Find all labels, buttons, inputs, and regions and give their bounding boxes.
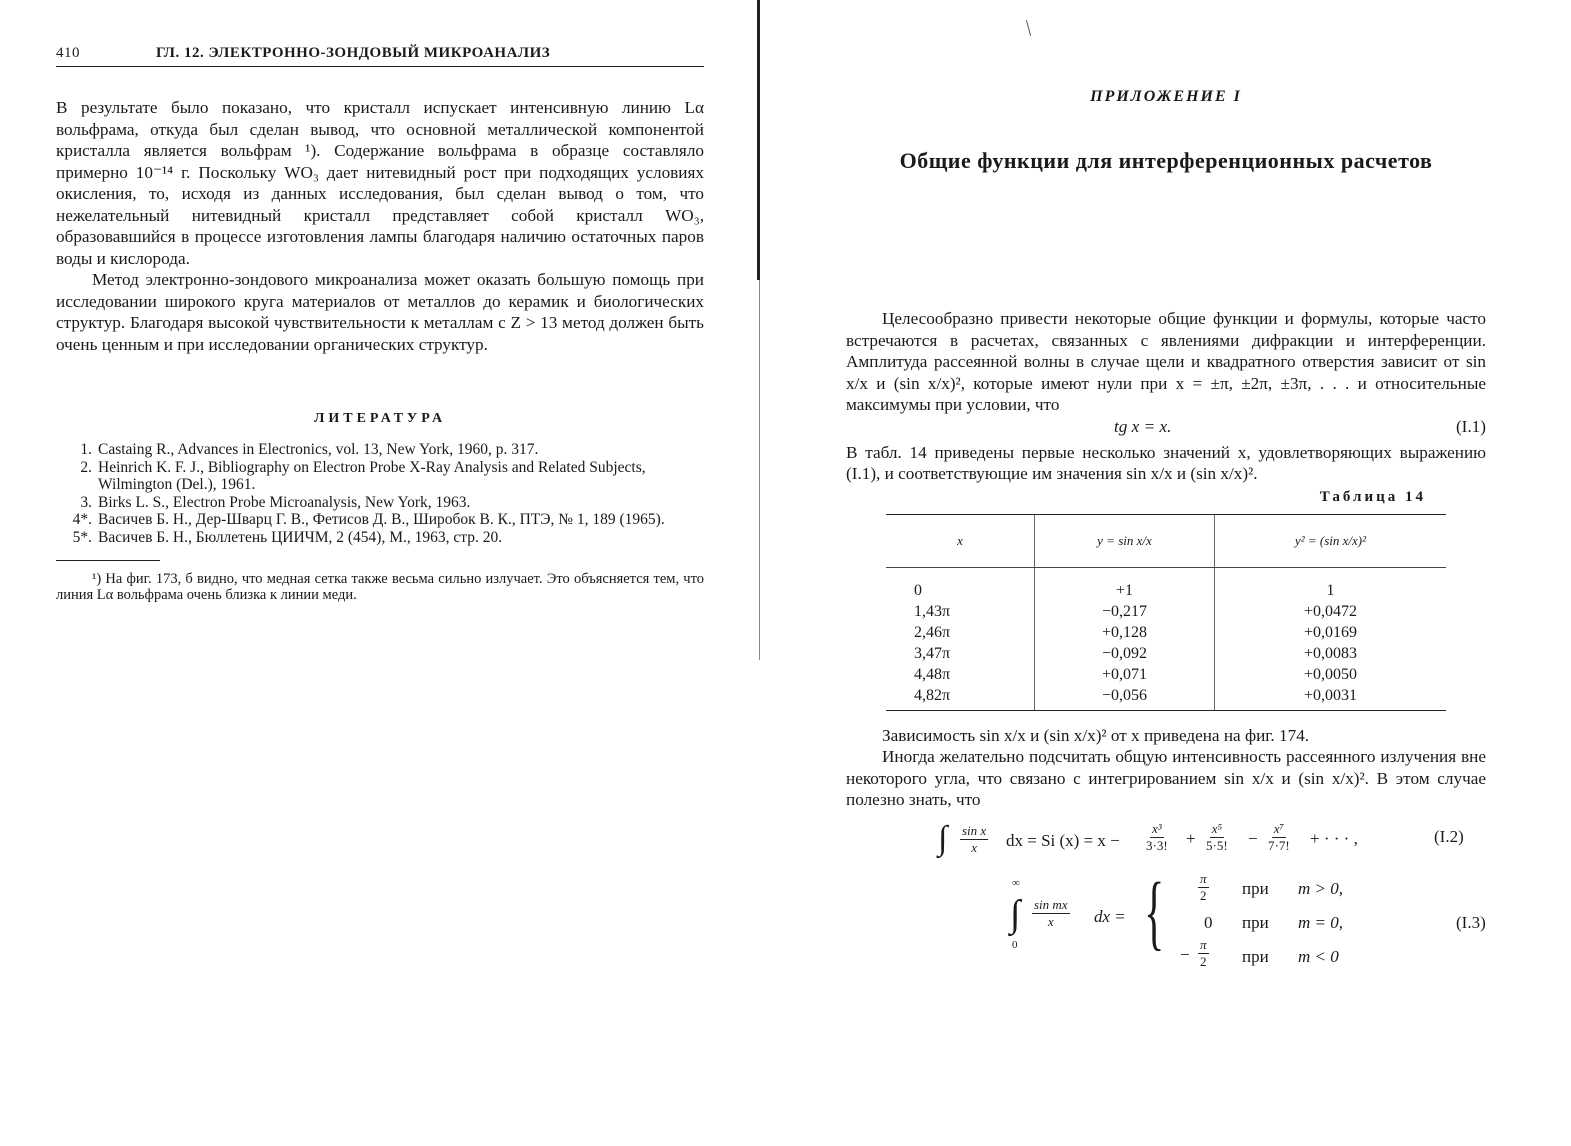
- equation-2: [846, 817, 1486, 867]
- case-word: при: [1242, 912, 1269, 932]
- equation-1-formula: tg x = x.: [1114, 416, 1172, 436]
- footnote-rule: [56, 560, 160, 561]
- fraction-numerator: π: [1200, 936, 1207, 952]
- reference-text: Birks L. S., Electron Probe Microanalysis, New York, 1963.: [98, 493, 471, 511]
- table-header-cell: x: [886, 514, 1035, 567]
- fraction: [1266, 821, 1292, 854]
- equation-2-label: (I.2): [1434, 826, 1464, 846]
- paragraph: Целесообразно привести некоторые общие функции и формулы, которые часто встречаются в расчетах, связанных с явлениями дифракции и интерференции. Амплитуда рассеянной волны в случае щели и квадратного отверстия зависит от sin x/x и (sin x/x)², которые имеют нули при x = ±π, ±2π, ±3π, . . . и относительные максимумы при условии, что: [846, 309, 1486, 414]
- appendix-title: [846, 144, 1486, 178]
- equation-3-middle: dx =: [1094, 906, 1126, 926]
- integral-sign: ∫: [938, 819, 948, 857]
- fraction: [960, 823, 988, 856]
- equation-2-tail: + · · · ,: [1310, 828, 1358, 848]
- table-header-row: [886, 514, 1446, 567]
- paragraph: В табл. 14 приведены первые несколько значений x, удовлетворяющих выражению (I.1), и соответствующие им значения sin x/x и (sin x/x)².: [846, 442, 1486, 483]
- table-row: [886, 601, 1446, 622]
- table-cell: −0,056: [1035, 685, 1215, 711]
- references-list: [56, 441, 704, 546]
- reference-number: 2.: [80, 458, 92, 476]
- scan-mark: [1026, 20, 1031, 36]
- table-cell: +0,0472: [1214, 601, 1446, 622]
- references-heading: ЛИТЕРАТУРА: [313, 411, 447, 426]
- table-cell: −0,092: [1035, 643, 1215, 664]
- reference-item: [56, 511, 704, 529]
- reference-text: Castaing R., Advances in Electronics, vol. 13, New York, 1960, p. 317.: [98, 441, 539, 458]
- equation-3: [846, 865, 1486, 975]
- reference-item: [56, 529, 704, 547]
- table-cell: 4,82π: [886, 685, 1035, 711]
- fraction: [1204, 821, 1230, 854]
- paragraph: Зависимость sin x/x и (sin x/x)² от x приведена на фиг. 174.: [882, 725, 1310, 745]
- reference-number: 5*.: [72, 528, 92, 546]
- case-word: при: [1242, 878, 1269, 898]
- spine-shadow-faint: [759, 280, 760, 660]
- reference-number: 4*.: [72, 511, 92, 528]
- running-title: ГЛ. 12. ЭЛЕКТРОННО-ЗОНДОВЫЙ МИКРОАНАЛИЗ: [156, 45, 551, 61]
- equation-3-label: (I.3): [1456, 912, 1486, 932]
- fraction-denominator: 7·7!: [1268, 837, 1290, 853]
- paragraph: Иногда желательно подсчитать общую интенсивность рассеянного излучения вне некоторого угла, что связано с интегрированием sin x/x и (sin x/x)². В этом случае полезно знать, что: [846, 747, 1486, 809]
- table-row: [886, 567, 1446, 601]
- table-row: [886, 685, 1446, 711]
- appendix-label: ПРИЛОЖЕНИЕ I: [1090, 88, 1242, 105]
- table-cell: +1: [1035, 567, 1215, 601]
- fraction-numerator: x⁵: [1211, 820, 1222, 836]
- table-header-cell: y² = (sin x/x)²: [1214, 514, 1446, 567]
- equation-1: [846, 416, 1486, 438]
- fraction-denominator: 2: [1200, 953, 1207, 969]
- fraction-numerator: sin mx: [1034, 896, 1068, 912]
- right-page: [846, 80, 1486, 975]
- fraction-denominator: x: [971, 839, 977, 855]
- fraction-denominator: 2: [1200, 887, 1207, 903]
- table-cell: +0,128: [1035, 622, 1215, 643]
- equation-1-label: (I.1): [1455, 416, 1486, 436]
- case-condition: m > 0,: [1298, 878, 1343, 898]
- table-cell: 0: [914, 581, 922, 599]
- reference-item: [56, 459, 704, 494]
- case-brace: {: [1144, 865, 1165, 959]
- reference-text: Васичев Б. Н., Бюллетень ЦИИЧМ, 2 (454), М., 1963, стр. 20.: [98, 528, 503, 546]
- table-cell: +0,0031: [1214, 685, 1446, 711]
- reference-item: [56, 441, 704, 459]
- fraction: [1198, 937, 1209, 970]
- case-value: 0: [1204, 912, 1213, 932]
- table-row: [886, 622, 1446, 643]
- paragraph: Метод электронно-зондового микроанализа может оказать большую помощь при исследовании широкого круга материалов от металлов до керамик и биологических структур. Благодаря высокой чувствительности к металлам с Z > 13 метод должен быть очень ценным и при исследовании органических структур.: [56, 270, 704, 354]
- fraction-denominator: x: [1047, 913, 1054, 929]
- fraction-numerator: x³: [1152, 820, 1162, 836]
- page-number: 410: [56, 45, 80, 61]
- values-table: [886, 514, 1446, 711]
- case-condition: m < 0: [1298, 946, 1339, 966]
- spine-shadow: [757, 0, 760, 280]
- table-cell: −0,217: [1035, 601, 1215, 622]
- table-cell: 1,43π: [914, 602, 951, 620]
- table-cell: 4,48π: [914, 665, 951, 683]
- footnote: ¹) На фиг. 173, б видно, что медная сетка также весьма сильно излучает. Это объясняется тем, что линия Lα вольфрама очень близка к линии меди.: [56, 571, 704, 603]
- running-head: [56, 45, 704, 67]
- reference-text: Васичев Б. Н., Дер-Шварц Г. В., Фетисов Д. В., Широбок В. К., ПТЭ, № 1, 189 (1965).: [98, 511, 665, 528]
- table-cell: +0,0050: [1214, 664, 1446, 685]
- fraction-numerator: sin x: [962, 822, 987, 838]
- fraction-numerator: x⁷: [1273, 820, 1284, 836]
- table-row: [886, 664, 1446, 685]
- table-caption: Таблица 14: [1319, 488, 1426, 505]
- integral-lower-limit: 0: [1012, 938, 1018, 951]
- fraction-denominator: 5·5!: [1206, 837, 1228, 853]
- integral-sign: ∫: [1010, 892, 1021, 935]
- paragraph: В результате было показано, что кристалл испускает интенсивную линию Lα вольфрама, откуда был сделан вывод, что основной металлической компонентой кристалла является вольфрам ¹). Содержание вольфрама в образце составляло примерно 10⁻¹⁴ г. Поскольку WO₃ дает нитевидный рост при подходящих условиях окисления, то, исходя из данных исследования, был сделан вывод о том, что нежелательный нитевидный кристалл представляет собой кристалл WO₃, образовавшийся в процессе изготовления лампы благодаря наличию остаточных паров воды и кислорода.: [56, 98, 704, 268]
- table-cell: +0,0169: [1214, 622, 1446, 643]
- fraction-denominator: 3·3!: [1146, 837, 1168, 853]
- minus-sign: −: [1180, 944, 1190, 964]
- table-row: [886, 643, 1446, 664]
- case-condition: m = 0,: [1298, 912, 1343, 932]
- fraction: [1032, 897, 1070, 930]
- reference-number: 3.: [80, 493, 92, 511]
- reference-item: [56, 494, 704, 512]
- minus-sign: −: [1248, 828, 1258, 848]
- equation-2-middle: dx = Si (x) = x −: [1006, 830, 1120, 850]
- integral-upper-limit: ∞: [1012, 876, 1020, 889]
- case-word: при: [1242, 946, 1269, 966]
- table-header-cell: y = sin x/x: [1035, 514, 1215, 567]
- left-body: [56, 97, 704, 355]
- reference-number: 1.: [80, 441, 92, 458]
- table-cell: +0,0083: [1214, 643, 1446, 664]
- table-cell: 2,46π: [914, 623, 951, 641]
- table-cell: 1: [1214, 567, 1446, 601]
- plus-sign: +: [1186, 828, 1196, 848]
- table-cell: 3,47π: [914, 644, 951, 662]
- right-body: [846, 308, 1486, 975]
- appendix-title-text: Общие функции для интерференционных расчетов: [899, 148, 1433, 173]
- reference-text: Heinrich K. F. J., Bibliography on Electron Probe X-Ray Analysis and Related Subjects, Wilmington (Del.), 1961.: [98, 458, 646, 493]
- fraction: [1198, 871, 1209, 904]
- fraction: [1144, 821, 1170, 854]
- fraction-numerator: π: [1200, 870, 1207, 886]
- left-page: [56, 45, 704, 603]
- table-cell: +0,071: [1035, 664, 1215, 685]
